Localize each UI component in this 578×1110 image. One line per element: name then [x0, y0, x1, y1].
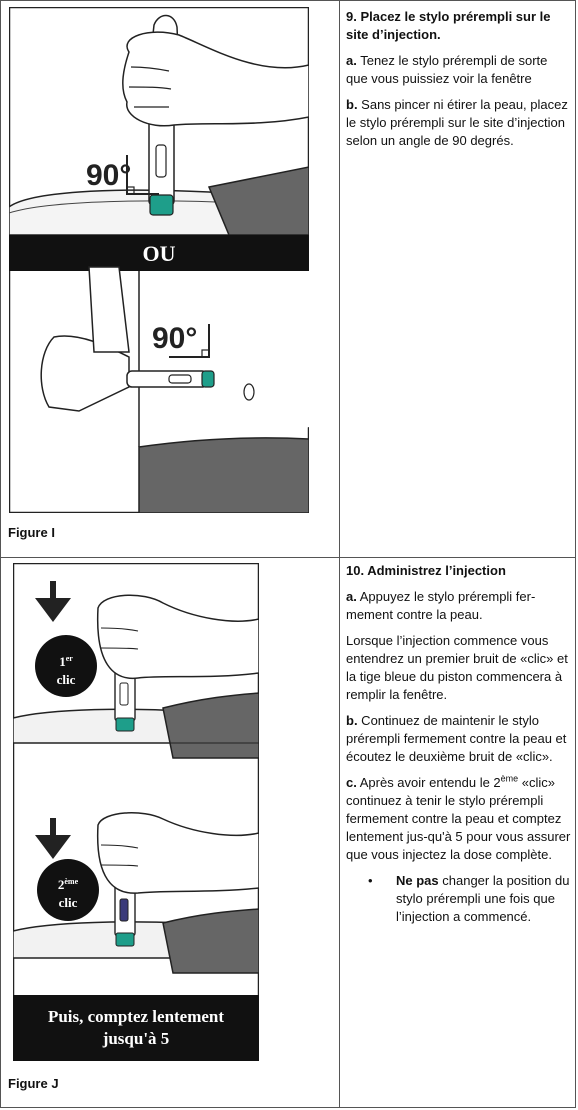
- or-label: OU: [142, 241, 176, 266]
- figure-j-caption: Figure J: [8, 1076, 59, 1091]
- step-9-text: [346, 8, 572, 158]
- svg-text:2ème: 2ème: [57, 877, 79, 892]
- step-10-para-a: a. Appuyez le stylo prérempli fer-mement contre la peau.: [346, 589, 536, 622]
- column-divider: [339, 0, 340, 1108]
- step-10-injection-para: Lorsque l’injection commence vous entendrez un premier bruit de «clic» et la tige bleue du piston commencera à remplir la fenêtre.: [346, 633, 568, 702]
- figure-j-illustration: [13, 563, 259, 1061]
- step-10-para-b: b. Continuez de maintenir le stylo prérempli fermement contre la peau et écoutez le deuxième bruit de «clic».: [346, 713, 567, 764]
- figure-i-caption: Figure I: [8, 525, 55, 540]
- svg-text:clic: clic: [56, 672, 76, 687]
- figure-i-illustration: [9, 7, 309, 513]
- angle-label-top: 90°: [86, 159, 132, 192]
- step-10-para-c: c. Après avoir entendu le 2ème «clic» continuez à tenir le stylo prérempli fermement contre la peau et comptez lentement jus-qu'à 5 pour vous assurer que vous injectez la dose complète.: [346, 773, 571, 862]
- svg-text:1er: 1er: [59, 654, 73, 669]
- step-10-title: 10. Administrez l’injection: [346, 563, 506, 578]
- count-banner-line1: Puis, comptez lentement: [47, 1007, 225, 1026]
- count-banner-line2: jusqu'à 5: [102, 1029, 170, 1048]
- row-divider: [0, 557, 576, 558]
- angle-label-bottom: 90°: [152, 322, 198, 355]
- step-9-title: 9. Placez le stylo prérempli sur le site d’injection.: [346, 9, 551, 42]
- step-10-text: [346, 562, 572, 926]
- bullet-icon: •: [368, 873, 373, 888]
- warning-bullet: • Ne pas changer la position du stylo prérempli une fois que l’injection a commencé.: [368, 873, 570, 924]
- step-9-para-b: b. Sans pincer ni étirer la peau, placez le stylo prérempli sur le site d’injection selon un angle de 90 degrés.: [346, 97, 568, 148]
- step-9-para-a: a. Tenez le stylo prérempli de sorte que vous puissiez voir la fenêtre: [346, 53, 548, 86]
- count-banner: [13, 995, 259, 1061]
- svg-text:clic: clic: [58, 895, 78, 910]
